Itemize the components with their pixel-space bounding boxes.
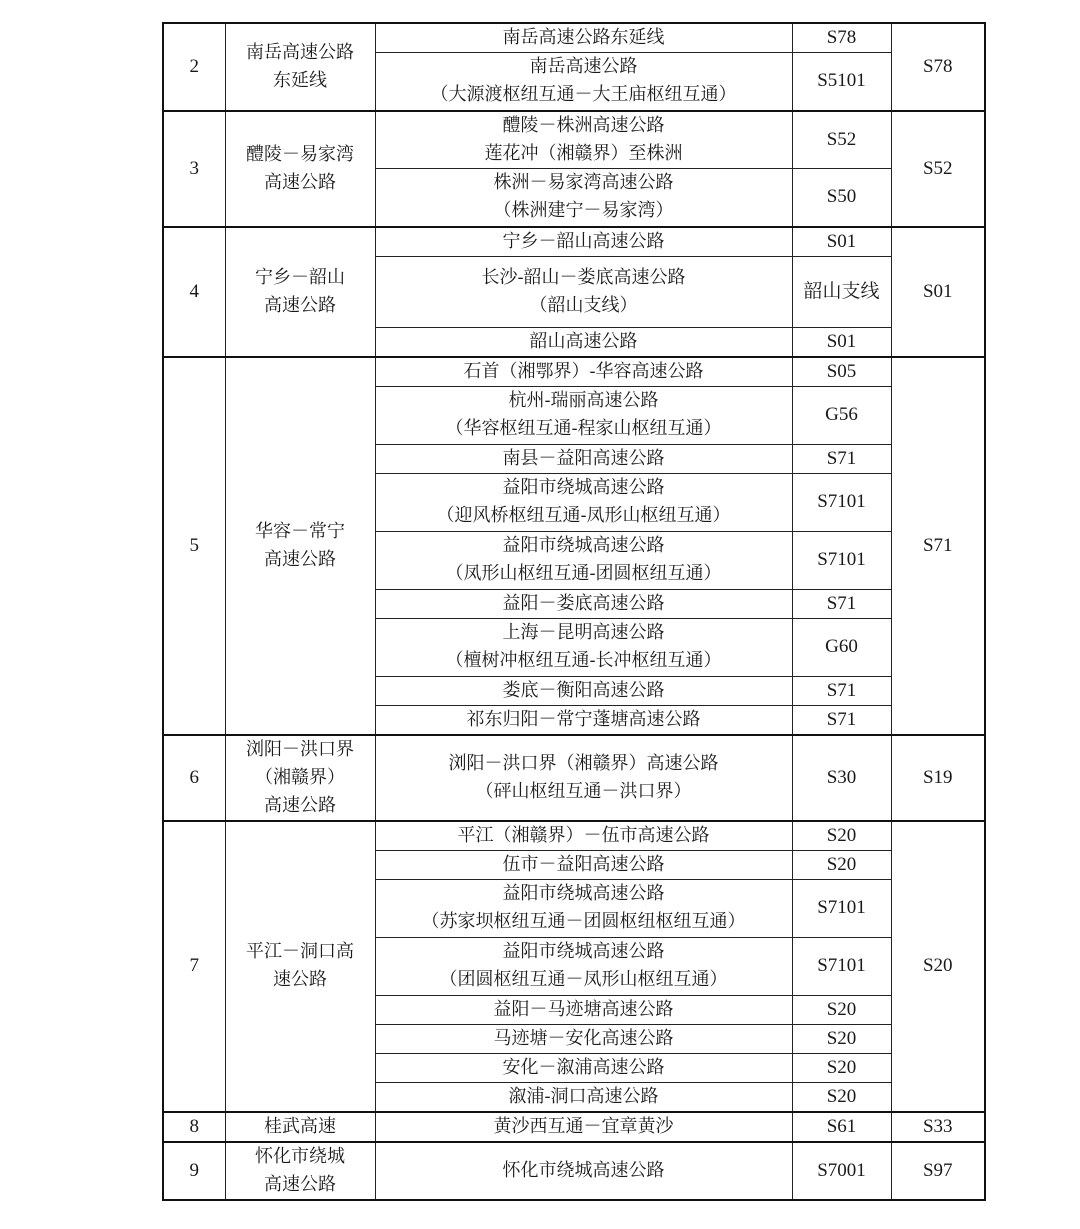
section-name-cell [375,589,792,618]
section-name-cell [375,705,792,735]
section-name-cell [375,111,792,169]
original-code-cell: S7101 [792,879,891,937]
section-name-cell [375,53,792,111]
route-name-cell-line: 桂武高速 [264,1115,336,1137]
table-row [163,735,985,821]
section-name-cell-line: 益阳市绕城高速公路 [502,941,665,962]
route-name-cell [225,1112,375,1142]
route-name-cell [225,735,375,821]
table-row [163,1112,985,1142]
section-name-cell-line: （檀树冲枢纽互通-长冲枢纽互通） [445,650,722,671]
planned-code-cell: S52 [891,111,985,227]
original-code-cell: S20 [792,850,891,879]
section-name-cell-line: 上海－昆明高速公路 [502,622,665,643]
route-number-cell: 4 [163,227,225,357]
section-name-cell [375,618,792,676]
original-code-cell: S7101 [792,937,891,995]
route-name-cell [225,23,375,111]
section-name-cell-line: 益阳－娄底高速公路 [502,592,665,614]
section-name-cell-line: （株洲建宁－易家湾） [493,200,674,222]
table-row [163,227,985,257]
route-name-cell-line: 速公路 [273,969,327,990]
original-code-cell: S7001 [792,1142,891,1200]
original-code-cell: S78 [792,23,891,53]
section-name-cell-line: （凤形山枢纽互通-团圆枢纽互通） [445,563,722,584]
section-name-cell [375,357,792,387]
section-name-cell-line: 益阳市绕城高速公路 [502,477,665,498]
highway-numbering-table [162,22,986,1201]
section-name-cell-line: 石首（湘鄂界）-华容高速公路 [463,360,704,382]
section-name-cell [375,995,792,1024]
route-name-cell [225,357,375,735]
section-name-cell-line: 益阳市绕城高速公路 [502,883,665,904]
original-code-cell: G60 [792,618,891,676]
section-name-cell-line: 株洲－易家湾高速公路 [493,172,674,194]
original-code-cell: S61 [792,1112,891,1142]
section-name-cell-line: 浏阳－洪口界（湘赣界）高速公路 [448,752,719,774]
route-name-cell-line: 高速公路 [264,294,336,316]
planned-code-cell: S97 [891,1142,985,1200]
route-name-cell-line: 宁乡－韶山 [255,266,345,288]
original-code-cell: S20 [792,821,891,851]
planned-code-cell: S33 [891,1112,985,1142]
route-name-cell-line: 东延线 [273,69,327,91]
table-row [163,1142,985,1200]
original-code-cell: G56 [792,386,891,444]
route-name-cell-line: 南岳高速公路 [246,41,354,63]
route-number-cell: 9 [163,1142,225,1200]
section-name-cell-line: （华容枢纽互通-程家山枢纽互通） [445,418,722,439]
section-name-cell [375,256,792,327]
route-name-cell [225,111,375,227]
original-code-cell: S30 [792,735,891,821]
route-number-cell: 2 [163,23,225,111]
section-name-cell-line: 醴陵－株洲高速公路 [502,114,665,136]
section-name-cell-line: 宁乡－韶山高速公路 [502,230,665,252]
section-name-cell [375,850,792,879]
section-name-cell-line: 安化－溆浦高速公路 [502,1056,665,1078]
route-number-cell: 6 [163,735,225,821]
section-name-cell-line: 莲花冲（湘赣界）至株洲 [484,142,683,164]
section-name-cell-line: （迎风桥枢纽互通-凤形山枢纽互通） [436,505,731,526]
section-name-cell [375,444,792,473]
route-name-cell-line: 浏阳－洪口界 [246,738,354,760]
section-name-cell-line: 黄沙西互通－宜章黄沙 [493,1115,674,1137]
original-code-cell: S20 [792,1024,891,1053]
section-name-cell [375,879,792,937]
section-name-cell-line: （大源渡枢纽互通－大王庙枢纽互通） [430,84,737,106]
planned-code-cell: S19 [891,735,985,821]
route-name-cell-line: 高速公路 [264,1173,336,1195]
planned-code-cell: S71 [891,357,985,735]
section-name-cell-line: 马迹塘－安化高速公路 [493,1027,674,1049]
original-code-cell: S20 [792,1082,891,1112]
original-code-cell: S20 [792,995,891,1024]
section-name-cell [375,1112,792,1142]
section-name-cell [375,23,792,53]
section-name-cell-line: （砰山枢纽互通－洪口界） [475,780,692,802]
section-name-cell-line: （团圆枢纽互通－凤形山枢纽互通） [439,969,728,990]
original-code-cell: S50 [792,169,891,227]
section-name-cell-line: 娄底－衡阳高速公路 [502,679,665,701]
section-name-cell-line: 怀化市绕城高速公路 [502,1159,665,1181]
original-code-cell: S20 [792,1053,891,1082]
route-name-cell-line: 华容－常宁 [255,520,345,542]
original-code-cell: S5101 [792,53,891,111]
original-code-cell: S05 [792,357,891,387]
section-name-cell [375,1053,792,1082]
section-name-cell [375,169,792,227]
route-number-cell: 8 [163,1112,225,1142]
section-name-cell-line: 益阳－马迹塘高速公路 [493,998,674,1020]
route-name-cell-line: 高速公路 [264,171,336,193]
section-name-cell-line: 长沙-韶山－娄底高速公路 [481,266,686,288]
route-name-cell [225,227,375,357]
section-name-cell-line: 益阳市绕城高速公路 [502,535,665,556]
section-name-cell-line: 溆浦-洞口高速公路 [508,1085,659,1107]
original-code-cell: S52 [792,111,891,169]
original-code-cell: S71 [792,444,891,473]
section-name-cell-line: （苏家坝枢纽互通－团圆枢纽枢纽互通） [421,911,746,932]
section-name-cell-line: 南岳高速公路 [529,56,638,78]
section-name-cell-line: 伍市－益阳高速公路 [502,853,665,875]
route-name-cell [225,821,375,1112]
section-name-cell [375,821,792,851]
original-code-cell: S01 [792,227,891,257]
original-code-cell: S7101 [792,531,891,589]
original-code-cell: S71 [792,676,891,705]
route-number-cell: 7 [163,821,225,1112]
original-code-cell: S71 [792,705,891,735]
section-name-cell [375,1142,792,1200]
section-name-cell [375,676,792,705]
section-name-cell [375,327,792,357]
section-name-cell-line: 南县－益阳高速公路 [502,447,665,469]
table-row [163,23,985,53]
section-name-cell [375,473,792,531]
route-name-cell-line: 高速公路 [264,548,336,570]
original-code-cell: 韶山支线 [792,256,891,327]
table-row [163,357,985,387]
route-name-cell-line: 平江－洞口高 [246,941,354,962]
planned-code-cell: S20 [891,821,985,1112]
original-code-cell: S71 [792,589,891,618]
route-number-cell: 5 [163,357,225,735]
section-name-cell-line: 平江（湘赣界）－伍市高速公路 [457,824,710,846]
original-code-cell: S7101 [792,473,891,531]
section-name-cell-line: 祁东归阳－常宁蓬塘高速公路 [466,708,701,730]
original-code-cell: S01 [792,327,891,357]
section-name-cell [375,227,792,257]
section-name-cell [375,531,792,589]
route-number-cell: 3 [163,111,225,227]
table-row [163,821,985,851]
section-name-cell [375,937,792,995]
section-name-cell-line: 杭州-瑞丽高速公路 [508,390,659,411]
table-row [163,111,985,169]
section-name-cell-line: 南岳高速公路东延线 [502,27,665,48]
route-name-cell-line: 怀化市绕城 [255,1145,345,1167]
section-name-cell [375,1024,792,1053]
route-name-cell-line: 高速公路 [264,794,336,816]
section-name-cell [375,386,792,444]
route-name-cell-line: 醴陵－易家湾 [246,143,354,165]
planned-code-cell: S01 [891,227,985,357]
section-name-cell [375,1082,792,1112]
section-name-cell-line: （韶山支线） [529,294,638,316]
section-name-cell [375,735,792,821]
section-name-cell-line: 韶山高速公路 [529,330,638,352]
table-body [163,23,985,1200]
route-name-cell-line: （湘赣界） [255,766,345,788]
route-name-cell [225,1142,375,1200]
planned-code-cell: S78 [891,23,985,111]
